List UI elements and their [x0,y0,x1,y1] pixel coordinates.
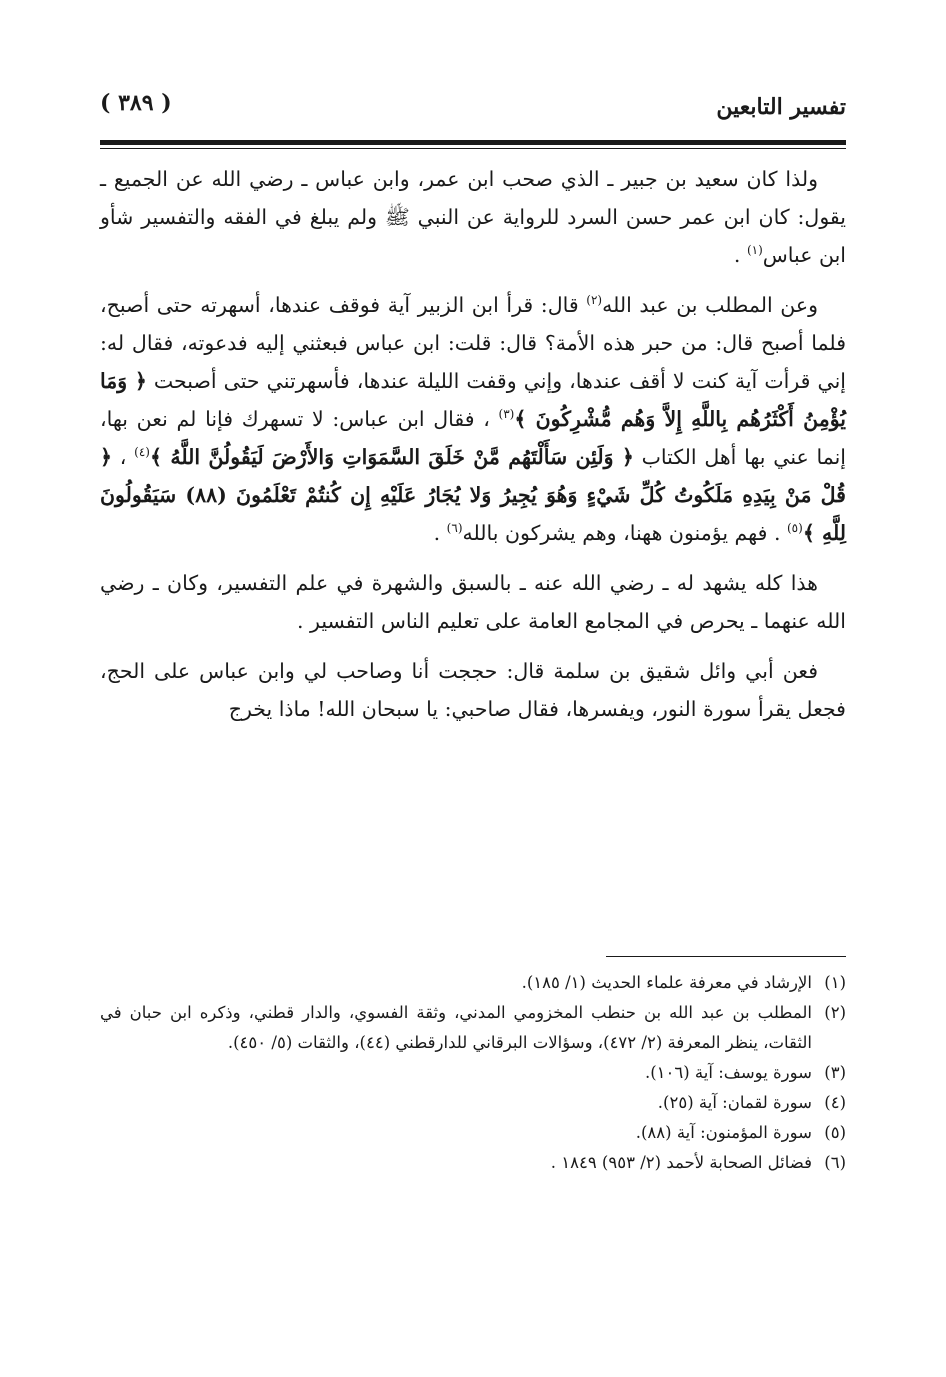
paragraph [100,564,846,640]
footnote-marker: (٤) [134,445,150,460]
text-run: . فهم يؤمنون ههنا، وهم يشركون بالله [462,521,787,545]
quran-quote: ﴿ وَلَئِن سَأَلْتَهُم مَّنْ خَلَقَ السَّمَوَاتِ وَالأَرْضَ لَيَقُولُنَّ اللَّهُ ﴾ [149,445,634,469]
paragraph [100,160,846,274]
footnote-marker: (١) [746,243,763,258]
footnote-item [100,968,846,998]
paragraph [100,652,846,728]
text-run: ، فقال ابن عباس: لا تسهرك فإنا لم نعن بها، إنما عني بها أهل الكتاب [100,407,846,469]
footnotes [100,968,846,1178]
text-run: ولذا كان سعيد بن جبير ـ الذي صحب ابن عمر، وابن عباس ـ رضي الله عن الجميع ـ يقول: كان ابن عمر حسن السرد للرواية عن النبي ﷺ ولم يبلغ في الفقه والتفسير شأو ابن عباس [100,167,846,267]
footnote-number: (٣) [824,1063,846,1082]
page-number: ( ٣٨٩ ) [100,90,172,116]
footnote-marker: (٦) [446,521,463,536]
text-run: وعن المطلب بن عبد الله [602,293,818,317]
running-title: تفسير التابعين [716,94,846,120]
header-rule-thick [100,140,846,145]
footnote-marker: (٣) [498,407,515,422]
main-text [100,160,846,740]
quran-quote: ﴿ قُلْ مَنْ بِيَدِهِ مَلَكُوتُ كُلِّ شَيْءٍ وَهُوَ يُجِيرُ وَلا يُجَارُ عَلَيْهِ إِن كُنتُمْ تَعْلَمُونَ (٨٨) سَيَقُولُونَ لِلَّهِ ﴾ [100,445,846,545]
text-run: . [733,243,747,267]
footnote-marker: (٥) [786,521,803,536]
footnote-item [100,1058,846,1088]
text-run: هذا كله يشهد له ـ رضي الله عنه ـ بالسبق والشهرة في علم التفسير، وكان ـ رضي الله عنهما ـ يحرص في المجامع العامة على تعليم الناس التفسير . [100,571,846,633]
footnote-item [100,1148,846,1178]
footnote-text: الإرشاد في معرفة علماء الحديث (١/ ١٨٥). [521,973,812,992]
footnote-separator [606,956,846,957]
footnote-number: (٥) [824,1123,846,1142]
paragraph [100,286,846,552]
footnote-text: فضائل الصحابة لأحمد (٢/ ٩٥٣) ١٨٤٩ . [550,1153,812,1172]
header-rule-thin [100,148,846,149]
footnote-text: المطلب بن عبد الله بن حنطب المخزومي المدني، وثقة الفسوي، والدار قطني، وذكره ابن حبان في الثقات، ينظر المعرفة (٢/ ٤٧٢)، وسؤالات البرقاني للدارقطني (٤٤)، والثقات (٥/ ٤٥٠). [100,1003,812,1052]
footnote-number: (٤) [824,1093,846,1112]
text-run: ، [112,445,135,469]
quran-quote: ﴿ وَمَا يُؤْمِنُ أَكْثَرُهُم بِاللَّهِ إِلاَّ وَهُم مُّشْرِكُونَ ﴾ [100,369,846,431]
footnote-marker: (٢) [586,293,603,308]
text-run: قال: قرأ ابن الزبير آية فوقف عندها، أسهرته حتى أصبح، فلما أصبح قال: من حبر هذه الأمة؟ قال: قلت: ابن عباس فبعثني إليه فدعوته، فقال له: إني قرأت آية كنت لا أقف عندها، وإني وقفت الليلة عندها، فأسهرتني حتى أصبحت [100,293,846,393]
footnote-item [100,998,846,1058]
footnote-text: سورة المؤمنون: آية (٨٨). [635,1123,812,1142]
footnote-text: سورة لقمان: آية (٢٥). [657,1093,812,1112]
footnote-number: (١) [824,973,846,992]
text-run: . [433,521,447,545]
footnote-item [100,1118,846,1148]
footnote-text: سورة يوسف: آية (١٠٦). [644,1063,812,1082]
running-header [100,88,846,136]
text-run: فعن أبي وائل شقيق بن سلمة قال: حججت أنا وصاحب لي وابن عباس على الحج، فجعل يقرأ سورة النور، ويفسرها، فقال صاحبي: يا سبحان الله! ماذا يخرج [100,659,846,721]
footnote-number: (٢) [824,1003,846,1022]
footnote-item [100,1088,846,1118]
footnote-number: (٦) [824,1153,846,1172]
